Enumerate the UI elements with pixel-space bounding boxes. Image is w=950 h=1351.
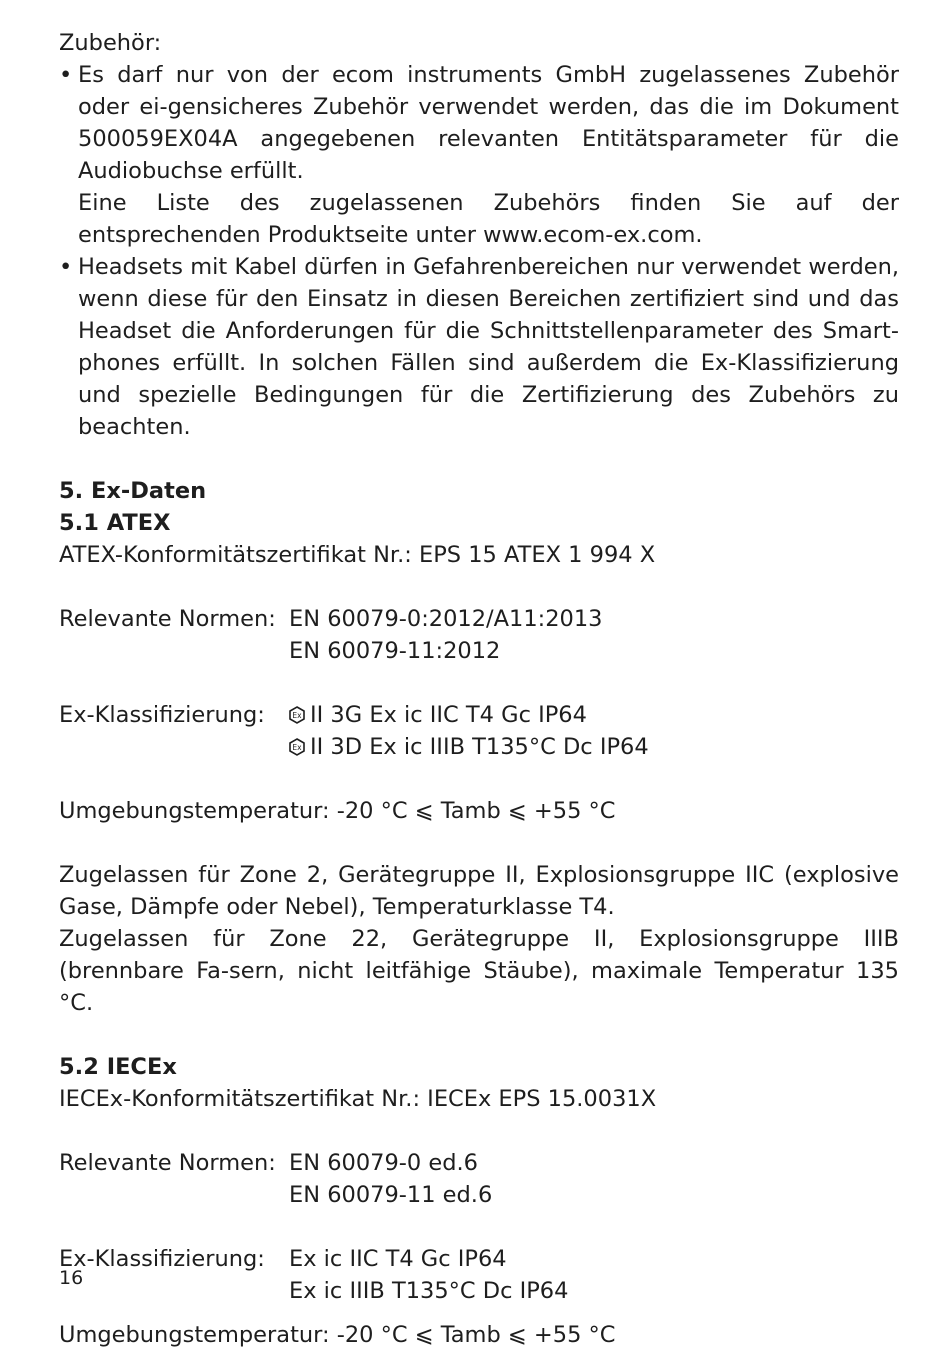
bullet-icon: •	[59, 254, 73, 280]
atex-norms-label: Relevante Normen:	[59, 606, 276, 632]
iecex-certificate: IECEx-Konformitätszertifikat Nr.: IECEx EPS 15.0031X	[59, 1086, 657, 1112]
atex-norms-values	[289, 603, 899, 667]
atex-norm: EN 60079-11:2012	[289, 638, 501, 664]
subsection-heading-atex: 5.1 ATEX	[59, 510, 171, 536]
atex-norm: EN 60079-0:2012/A11:2013	[289, 606, 603, 632]
iecex-classification-values	[289, 1243, 899, 1307]
iecex-norm: EN 60079-0 ed.6	[289, 1150, 478, 1176]
atex-ambient-temperature: Umgebungstemperatur: -20 °C ⩽ Tamb ⩽ +55 °C	[59, 798, 616, 824]
atex-approval-zone-22: Zugelassen für Zone 22, Gerätegruppe II, Explosionsgruppe IIIB (brennbare Fa-sern, nicht leitfähige Stäube), maximale Temperatur 135 °C.	[59, 926, 899, 1016]
atex-classification-text: II 3G Ex ic IIC T4 Gc IP64	[310, 702, 587, 728]
iecex-classification-line: Ex ic IIC T4 Gc IP64	[289, 1246, 507, 1272]
atex-classification-row	[59, 699, 899, 763]
atex-certificate: ATEX-Konformitätszertifikat Nr.: EPS 15 ATEX 1 994 X	[59, 542, 656, 568]
accessories-heading: Zubehör:	[59, 30, 162, 56]
iecex-norms-label: Relevante Normen:	[59, 1150, 276, 1176]
section-heading-ex-data: 5. Ex-Daten	[59, 478, 207, 504]
list-item	[59, 59, 899, 251]
iecex-classification-row	[59, 1243, 899, 1307]
svg-text:Ex: Ex	[292, 743, 302, 753]
atex-classification-label: Ex-Klassifizierung:	[59, 702, 265, 728]
ex-hexagon-icon	[289, 706, 305, 724]
list-item-text: Headsets mit Kabel dürfen in Gefahrenbereichen nur verwendet werden, wenn diese für den Einsatz in diesen Bereichen zertifiziert sind und das Headset die Anforderungen für die Schnittstellenparameter des Smart-phones erfüllt. In solchen Fällen sind außerdem die Ex-Klassifizierung und spezielle Bedingungen für die Zertifizierung des Zubehörs zu beachten.	[78, 254, 899, 440]
iecex-norms-row	[59, 1147, 899, 1211]
iecex-ambient-temperature: Umgebungstemperatur: -20 °C ⩽ Tamb ⩽ +55 °C	[59, 1322, 616, 1348]
iecex-norms-values	[289, 1147, 899, 1211]
atex-classification-line	[289, 731, 899, 763]
ex-hexagon-icon	[289, 738, 305, 756]
accessories-list	[59, 59, 899, 443]
atex-classification-line	[289, 699, 899, 731]
page-number: 16	[59, 1267, 84, 1289]
subsection-heading-iecex: 5.2 IECEx	[59, 1054, 177, 1080]
iecex-norm: EN 60079-11 ed.6	[289, 1182, 493, 1208]
list-item	[59, 251, 899, 443]
atex-classification-text: II 3D Ex ic IIIB T135°C Dc IP64	[310, 734, 649, 760]
list-item-text-continued: Eine Liste des zugelassenen Zubehörs finden Sie auf der entsprechenden Produktseite unter www.ecom-ex.com.	[78, 190, 899, 248]
atex-classification-values	[289, 699, 899, 763]
atex-approval-zone-2: Zugelassen für Zone 2, Gerätegruppe II, Explosionsgruppe IIC (explosive Gase, Dämpfe oder Nebel), Temperaturklasse T4.	[59, 862, 899, 920]
atex-norms-row	[59, 603, 899, 667]
document-page	[59, 27, 899, 1351]
list-item-text: Es darf nur von der ecom instruments GmbH zugelassenes Zubehör oder ei-gensicheres Zubehör verwendet werden, das die im Dokument 500059EX04A angegebenen relevanten Entitätsparameter für die Audiobuchse erfüllt.	[78, 62, 899, 184]
iecex-classification-label: Ex-Klassifizierung:	[59, 1246, 265, 1272]
bullet-icon: •	[59, 62, 73, 88]
iecex-classification-line: Ex ic IIIB T135°C Dc IP64	[289, 1278, 569, 1304]
svg-text:Ex: Ex	[292, 711, 302, 721]
